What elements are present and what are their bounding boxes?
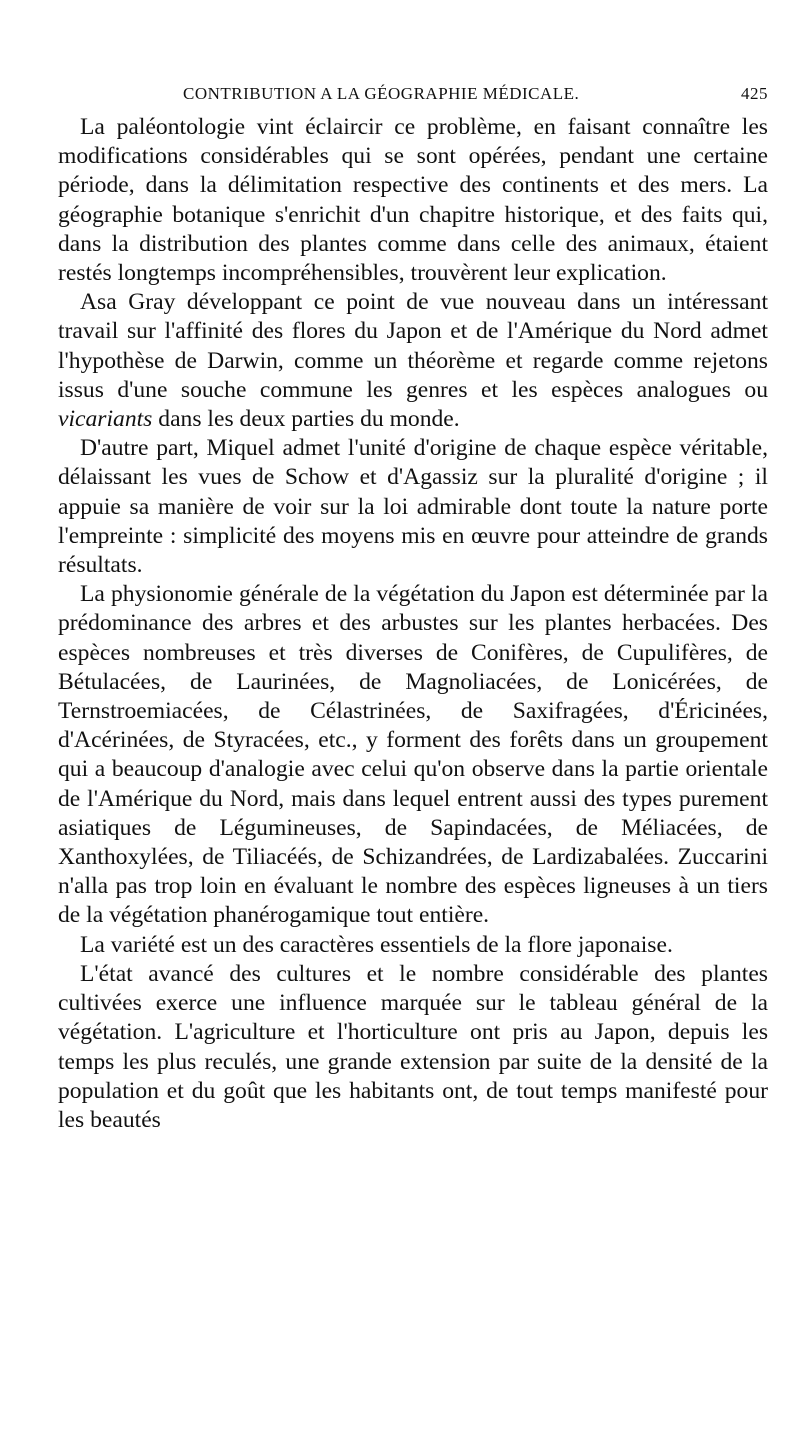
paragraph-asa-gray — [58, 288, 768, 434]
paragraph-miquel: D'autre part, Miquel admet l'unité d'origine de chaque espèce véritable, délaissant les vues de Schow et d'Agassiz sur la pluralité d'origine ; il appuie sa manière de voir sur la loi admirable dont toute la nature porte l'empreinte : simplicité des moyens mis en œuvre pour atteindre de grands résultats. — [58, 435, 768, 579]
emphasized-term: vicariants — [58, 406, 153, 433]
running-head — [58, 84, 768, 110]
page-number: 425 — [741, 84, 768, 103]
paragraph-paleontology: La paléontologie vint éclaircir ce problème, en faisant connaître les modifications considérables qui se sont opérées, pendant une certaine période, dans la délimitation respective des continents et des mers. La géographie botanique s'enrichit d'un chapitre historique, et des faits qui, dans la distribution des plantes comme dans celle des animaux, étaient restés longtemps incompréhensibles, trouvèrent leur explication. — [58, 114, 768, 287]
running-title: CONTRIBUTION A LA GÉOGRAPHIE MÉDICALE. — [183, 84, 580, 103]
body-text — [58, 113, 768, 1135]
paragraph-variete: La variété est un des caractères essentiels de la flore japonaise. — [80, 931, 673, 958]
paragraph-text-after: dans les deux parties du monde. — [152, 406, 460, 433]
paragraph-cultures: L'état avancé des cultures et le nombre considérable des plantes cultivées exerce une influence marquée sur le tableau général de la végétation. L'agriculture et l'horticulture ont pris au Japon, depuis les temps les plus reculés, une grande extension par suite de la densité de la population et du goût que les habitants ont, de tout temps manifesté pour les beautés — [58, 960, 768, 1133]
paragraph-text-before: Asa Gray développant ce point de vue nouveau dans un intéressant travail sur l'affinité des flores du Japon et de l'Amérique du Nord admet l'hypothèse de Darwin, comme un théorème et regarde comme rejetons issus d'une souche commune les genres et les espèces analogues ou — [58, 289, 768, 403]
paragraph-physionomie: La physionomie générale de la végétation du Japon est déterminée par la prédominance des arbres et des arbustes sur les plantes herbacées. Des espèces nombreuses et très diverses de Conifères, de Cupulifères, de Bétulacées, de Laurinées, de Magnoliacées, de Lonicérées, de Ternstroemiacées, de Célastrinées, de Saxifragées, d'Éricinées, d'Acérinées, de Styracées, etc., y forment des forêts dans un groupement qui a beaucoup d'analogie avec celui qu'on observe dans la partie orientale de l'Amérique du Nord, mais dans lequel entrent aussi des types purement asiatiques de Légumineuses, de Sapindacées, de Méliacées, de Xanthoxylées, de Tiliacéés, de Schizandrées, de Lardizabalées. Zuccarini n'alla pas trop loin en évaluant le nombre des espèces ligneuses à un tiers de la végétation phanérogamique tout entière. — [58, 581, 768, 929]
